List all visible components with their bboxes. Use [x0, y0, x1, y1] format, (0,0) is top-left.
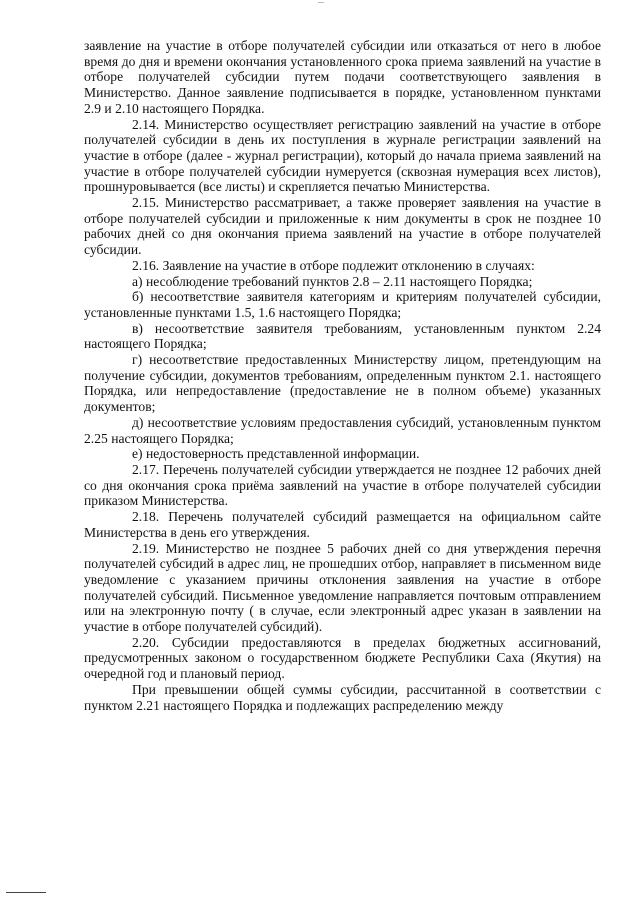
- paragraph: 2.20. Субсидии предоставляются в пределах бюджетных ассигнований, предусмотренных законом о государственном бюджете Республики Саха (Якутия) на очередной год и плановый период.: [84, 634, 601, 682]
- paragraph: 2.17. Перечень получателей субсидии утверждается не позднее 12 рабочих дней со дня окончания срока приёма заявлений на участие в отборе получателей субсидии приказом Министерства.: [84, 461, 601, 509]
- paragraph: а) несоблюдение требований пунктов 2.8 – 2.11 настоящего Порядка;: [132, 273, 533, 289]
- paragraph: 2.16. Заявление на участие в отборе подлежит отклонению в случаях:: [132, 257, 535, 273]
- paragraph: в) несоответствие заявителя требованиям, установленным пунктом 2.24 настоящего Порядка;: [84, 320, 601, 352]
- paragraph: 2.15. Министерство рассматривает, а также проверяет заявления на участие в отборе получателей субсидии и приложенные к ним документы в срок не позднее 10 рабочих дней со дня окончания приема заявлений на участие в отборе получателей субсидии.: [84, 195, 601, 258]
- footnote-rule: [6, 892, 46, 893]
- scan-mark: [318, 2, 324, 3]
- paragraph: заявление на участие в отборе получателей субсидии или отказаться от него в любое время до дня и времени окончания установленного срока приема заявлений на участие в отборе получателей субсидии путем подачи соответствующего заявления в Министерство. Данное заявление подписывается в порядке, установленном пунктами 2.9 и 2.10 настоящего Порядка.: [84, 38, 601, 116]
- paragraph: 2.18. Перечень получателей субсидий размещается на официальном сайте Министерства в день его утверждения.: [84, 509, 601, 540]
- paragraph: 2.14. Министерство осуществляет регистрацию заявлений на участие в отборе получателей субсидии в день их поступления в журнале регистрации заявлений на участие в отборе (далее - журнал регистрации), который до начала приема заявлений на участие в отборе получателей субсидии нумеруется (сквозная нумерация всех листов), прошнуровывается (все листы) и скрепляется печатью Министерства.: [84, 116, 601, 195]
- paragraph: б) несоответствие заявителя категориям и критериям получателей субсидии, установленные пунктами 1.5, 1.6 настоящего Порядка;: [84, 289, 601, 320]
- paragraph: При превышении общей суммы субсидии, рассчитанной в соответствии с пунктом 2.21 настоящего Порядка и подлежащих распределению между: [84, 681, 601, 713]
- document-body: [84, 38, 601, 713]
- paragraph: г) несоответствие предоставленных Министерству лицом, претендующим на получение субсидии, документов требованиям, определенным пунктом 2.1. настоящего Порядка, или непредоставление (предоставление не в полном объеме) указанных документов;: [84, 352, 601, 415]
- paragraph: 2.19. Министерство не позднее 5 рабочих дней со дня утверждения перечня получателей субсидий в адрес лиц, не прошедших отбор, направляет в письменном виде уведомление с указанием причины отклонения заявления на участие в отборе получателей субсидий. Письменное уведомление направляется почтовым отправлением или на электронную почту ( в случае, если электронный адрес указан в заявлении на участие в отборе получателей субсидий).: [84, 540, 601, 635]
- paragraph: д) несоответствие условиям предоставления субсидий, установленным пунктом 2.25 настоящего Порядка;: [84, 414, 601, 446]
- paragraph: е) недостоверность представленной информации.: [132, 446, 420, 462]
